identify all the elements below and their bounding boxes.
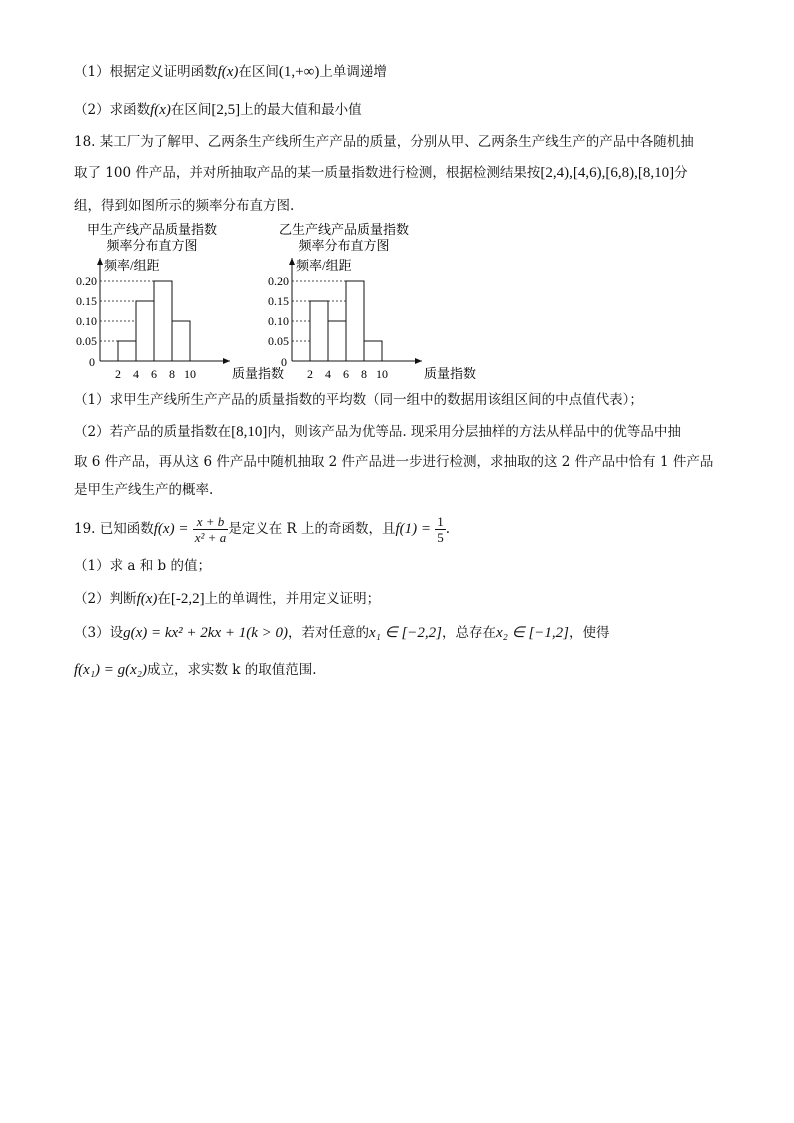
q19-f1-fraction	[435, 514, 446, 545]
x-tick-label: 4	[133, 367, 139, 381]
chart-title-line: 甲生产线产品质量指数	[86, 222, 218, 237]
q18-part2-b: 内，则该产品为优等品. 现采用分层抽样的方法从样品中的优等品中抽	[267, 424, 681, 440]
y-tick-label: 0.05	[76, 334, 97, 348]
q17-part2	[74, 100, 362, 120]
q18-part2	[74, 422, 681, 442]
q18-line2	[74, 163, 688, 183]
q19-part3-line2-b: 成立，求实数 k 的取值范围.	[147, 662, 317, 678]
y-tick-label: 0.10	[268, 314, 289, 328]
y-tick-label: 0.20	[268, 274, 289, 288]
q18-intervals: [2,4),[4,6),[6,8),[8,10]	[540, 165, 675, 181]
q19-part3-line2	[74, 660, 317, 680]
q19-f1: f(1) =	[395, 521, 431, 537]
q19-f1-den: 5	[437, 530, 444, 545]
q18-part1: （1）求甲生产线所生产产品的质量指数的平均数（同一组中的数据用该组区间的中点值代表）；	[74, 392, 643, 408]
q19-fraction-den: x² + a	[194, 530, 227, 545]
x-tick-label: 6	[151, 367, 157, 381]
histogram-bar	[310, 301, 328, 361]
x-axis-arrow	[223, 358, 230, 364]
x-axis-label: 质量指数	[423, 366, 477, 381]
q19-part3-d: ，使得	[569, 625, 610, 641]
q17-part1	[74, 62, 387, 82]
q17-part2-fx: f(x)	[150, 102, 171, 118]
histogram-bar	[328, 321, 346, 361]
y-axis-arrow	[289, 258, 295, 265]
q19-part3-equation: f(x₁) = g(x₂)	[74, 662, 148, 678]
y-axis-label: 频率/组距	[296, 258, 352, 273]
q17-part2-mid: 在区间	[170, 102, 212, 118]
q19-part2-fx: f(x)	[136, 591, 158, 607]
q19-part3-b: ，若对任意的	[288, 625, 370, 641]
q18-line3: 组，得到如图所示的频率分布直方图.	[74, 198, 295, 214]
x-tick-label: 2	[115, 367, 121, 381]
q19-f1-num: 1	[437, 514, 444, 529]
histogram-bar	[118, 341, 136, 361]
q19-part1: （1）求 a 和 b 的值；	[74, 558, 211, 574]
x-axis-label: 质量指数	[231, 366, 285, 381]
q19-intro-b: 是定义在 R 上的奇函数，且	[228, 521, 396, 537]
q18-line2-b: 分	[674, 165, 688, 181]
q17-part1-tail: 上单调递增	[319, 64, 387, 80]
q19-part2-b: 上的单调性，并用定义证明；	[204, 591, 381, 607]
histogram-bar	[172, 321, 190, 361]
q19-intro-a: 19. 已知函数	[74, 521, 154, 537]
q19-intro: 19. 已知函数f(x) = $\frac{x + b}{\text{x² + a}}$ 是定义在 R 上的奇函数，且f(1) = $\frac{1}{5}$ .	[74, 514, 451, 545]
x-tick-label: 6	[343, 367, 349, 381]
q19-part2-interval: [-2,2]	[170, 591, 205, 607]
chart-title-line: 频率分布直方图	[298, 238, 390, 253]
q19-fraction	[193, 514, 228, 545]
q19-fx: f(x) =	[153, 521, 189, 537]
histogram-yi	[252, 220, 477, 385]
q17-part2-interval: [2,5]	[211, 102, 241, 118]
q17-part2-label: （2）求函数	[74, 102, 151, 118]
q17-part1-interval: (1,+∞)	[278, 64, 320, 80]
q18-line2-a: 取了 100 件产品，并对所抽取产品的某一质量指数进行检测，根据检测结果按	[74, 165, 541, 181]
histogram-bar	[364, 341, 382, 361]
q19-part3-c: ，总存在	[442, 625, 497, 641]
q19-part3-x2: x₂ ∈ [−1,2]	[496, 625, 570, 641]
q19-part3-a: （3）设	[74, 625, 124, 641]
histogram-bar	[346, 281, 364, 361]
q18-part2-line2: 取 6 件产品，再从这 6 件产品中随机抽取 2 件产品进一步进行检测，求抽取的这 2 件产品中恰有 1 件产品	[74, 454, 714, 470]
q17-part1-fx: f(x)	[217, 64, 239, 80]
q18-part2-line3: 是甲生产线生产的概率.	[74, 482, 214, 498]
q19-part2-mid: 在	[157, 591, 171, 607]
y-axis-arrow	[97, 258, 103, 265]
x-tick-label: 8	[361, 367, 367, 381]
y-tick-label: 0.05	[268, 334, 289, 348]
x-tick-label: 4	[325, 367, 331, 381]
y-tick-label: 0.15	[268, 294, 289, 308]
chart-title-line: 频率分布直方图	[106, 238, 198, 253]
chart-title-line: 乙生产线产品质量指数	[278, 222, 410, 237]
histogram-jia	[60, 220, 285, 385]
q17-part2-tail: 上的最大值和最小值	[240, 102, 362, 118]
q18-part2-interval: [8,10]	[231, 424, 268, 440]
q19-part3	[74, 623, 610, 643]
q17-part1-label: （1）根据定义证明函数	[74, 64, 218, 80]
q19-fraction-num: x + b	[193, 514, 228, 530]
q19-part3-x1: x₁ ∈ [−2,2]	[369, 625, 443, 641]
x-tick-label: 10	[184, 367, 196, 381]
origin-label: 0	[281, 355, 287, 369]
q19-part2	[74, 589, 380, 609]
x-tick-label: 8	[169, 367, 175, 381]
q18-line1: 18. 某工厂为了解甲、乙两条生产线所生产产品的质量，分别从甲、乙两条生产线生产的产品中各随机抽	[74, 134, 694, 150]
y-tick-label: 0.10	[76, 314, 97, 328]
y-axis-label: 频率/组距	[104, 258, 160, 273]
q19-part2-a: （2）判断	[74, 591, 137, 607]
q17-part1-mid: 在区间	[238, 64, 279, 80]
y-tick-label: 0.15	[76, 294, 97, 308]
x-axis-arrow	[415, 358, 422, 364]
histogram-bar	[154, 281, 172, 361]
histogram-bar	[136, 301, 154, 361]
origin-label: 0	[89, 355, 95, 369]
q18-part2-a: （2）若产品的质量指数在	[74, 424, 232, 440]
y-tick-label: 0.20	[76, 274, 97, 288]
x-tick-label: 2	[307, 367, 313, 381]
x-tick-label: 10	[376, 367, 388, 381]
q19-part3-g: g(x) = kx² + 2kx + 1(k > 0)	[123, 625, 289, 641]
